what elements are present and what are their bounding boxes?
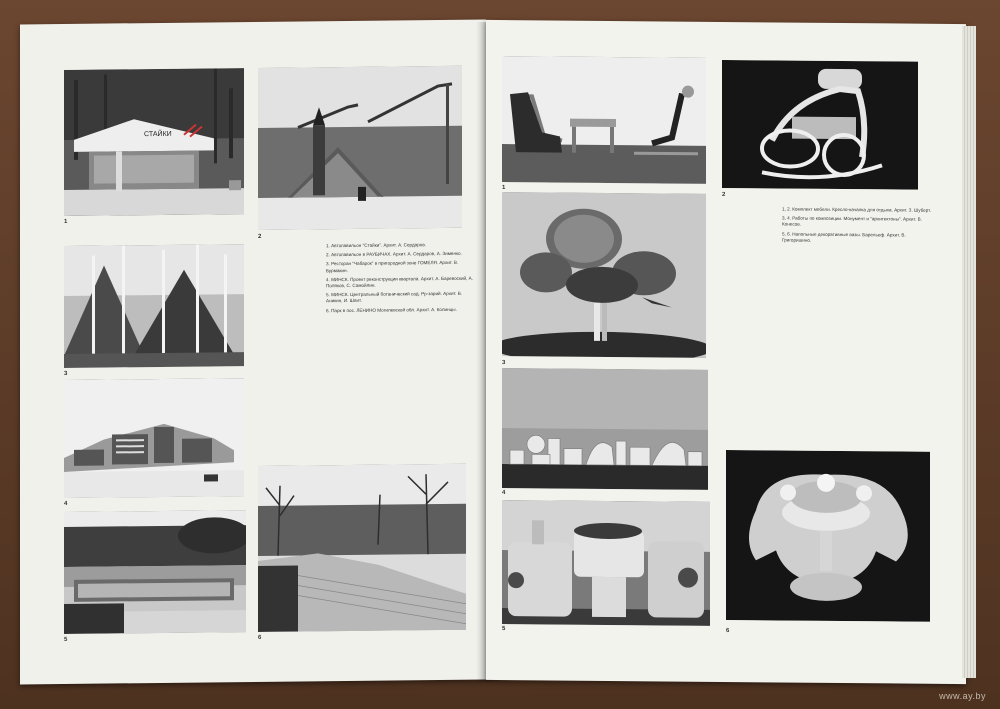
caption-line: 1, 2. Комплект мебели. Кресло-качалка для отдыха. Архит. З. Шуберт. bbox=[782, 206, 932, 213]
photo-number: 3 bbox=[64, 370, 68, 377]
photo-number: 5 bbox=[64, 636, 68, 643]
caption-line: 6. Парк в пос. ЛЕНИНО Могилевской обл. Архит. А. Колинцы. bbox=[326, 306, 457, 313]
right-page-captions bbox=[782, 206, 932, 247]
photo-number: 5 bbox=[502, 626, 506, 633]
photo-raubichi-pavilion bbox=[258, 66, 462, 230]
photo-rocking-chair bbox=[722, 60, 918, 190]
caption-line: 3. Ресторан "Чабарок" в пригородной зоне ГОМЕЛЯ. Архит. В. Бурмакин. bbox=[326, 260, 459, 273]
photo-park-lenino bbox=[258, 464, 466, 632]
book-spread bbox=[14, 12, 982, 694]
photo-number: 4 bbox=[64, 500, 68, 507]
photo-number: 1 bbox=[502, 185, 506, 192]
photo-bas-relief bbox=[726, 450, 930, 622]
caption-line: 5, 6. Напольные декоративные вазы. Барельеф. Архит. В. Григоришино. bbox=[782, 231, 906, 243]
pavilion-sign: СТАЙКИ bbox=[144, 130, 172, 139]
photo-minsk-block-model bbox=[64, 378, 244, 498]
photo-number: 4 bbox=[502, 490, 506, 497]
photo-architectons bbox=[502, 368, 708, 490]
caption-line: 3, 4. Работы по композиции. Монумент и "архитектоны". Архит. В. Конесов. bbox=[782, 215, 922, 228]
left-page-captions bbox=[326, 242, 476, 317]
caption-line: 4. МИНСК. Проект реконструкции квартала. Архит. А. Баревоский, А. Поляков, С. Самойлин. bbox=[326, 275, 473, 289]
watermark-text: www.ay.by bbox=[939, 691, 986, 701]
photo-furniture-set bbox=[502, 56, 706, 184]
photo-number: 1 bbox=[64, 218, 68, 225]
photo-number: 6 bbox=[258, 634, 262, 641]
caption-line: 1. Автопавильон "Стайки". Архит. А. Сердаров. bbox=[326, 242, 427, 249]
page-edges bbox=[962, 26, 976, 678]
caption-line: 2. Автопавильон в РАУБИЧАХ. Архит. А. Сердаров, А. Зименко. bbox=[326, 251, 462, 258]
photo-restaurant-chabarok bbox=[64, 244, 244, 368]
photo-number: 2 bbox=[258, 233, 262, 240]
photo-sculpture-composition bbox=[502, 192, 706, 358]
left-page bbox=[20, 20, 486, 685]
photo-number: 6 bbox=[726, 628, 730, 635]
photo-number: 2 bbox=[722, 191, 726, 198]
photo-number: 3 bbox=[502, 360, 506, 367]
right-page bbox=[486, 20, 966, 684]
photo-botanical-garden bbox=[64, 510, 246, 634]
photo-bus-pavilion-staiki bbox=[64, 68, 244, 216]
caption-line: 5. МИНСК. Центральный ботанический сад. Рр-зарий. Архит. В. Аникин, И. Шпит. bbox=[326, 291, 463, 304]
photo-floor-vases bbox=[502, 500, 710, 626]
